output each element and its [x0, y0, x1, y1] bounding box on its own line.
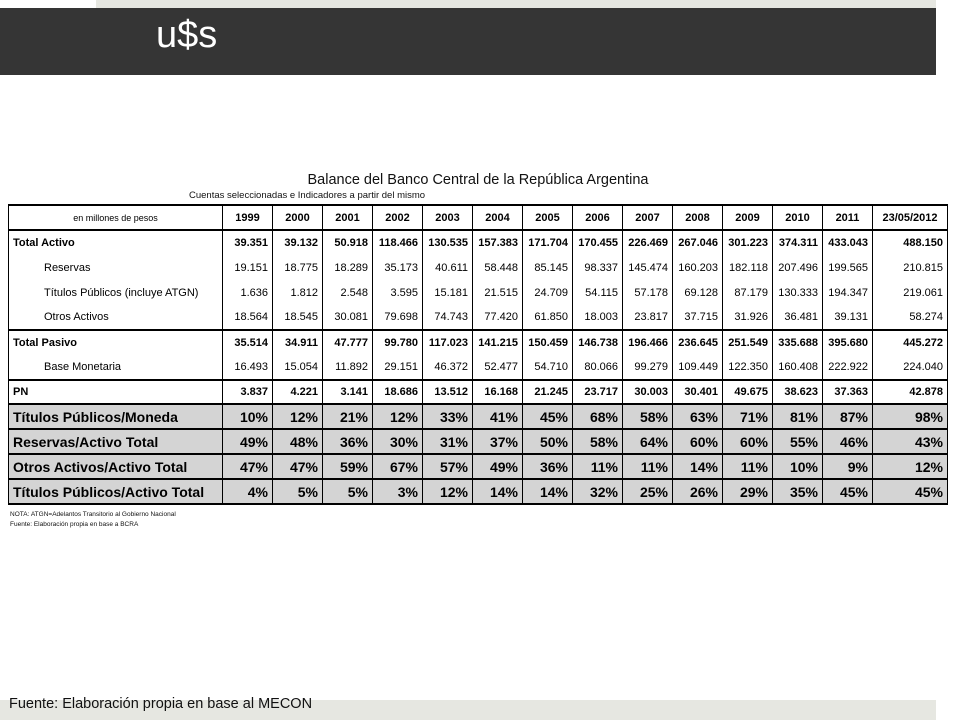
table-cell: 50.918	[323, 230, 373, 255]
table-cell: 488.150	[873, 230, 948, 255]
table-cell: 145.474	[623, 255, 673, 280]
table-cell: 146.738	[573, 330, 623, 355]
table-row	[9, 230, 948, 255]
table-cell: 12%	[423, 479, 473, 504]
table-cell: 3.595	[373, 280, 423, 305]
table-cell: 77.420	[473, 305, 523, 330]
table-cell: 59%	[323, 454, 373, 479]
table-row	[9, 355, 948, 380]
column-header: 2009	[723, 205, 773, 230]
row-label: Reservas	[9, 255, 223, 280]
table-cell: 18.289	[323, 255, 373, 280]
table-cell: 14%	[473, 479, 523, 504]
footer-source: Fuente: Elaboración propia en base al MECON	[9, 696, 313, 712]
table-cell: 374.311	[773, 230, 823, 255]
table-cell: 11%	[723, 454, 773, 479]
table-cell: 57.178	[623, 280, 673, 305]
table-cell: 49%	[473, 454, 523, 479]
table-cell: 236.645	[673, 330, 723, 355]
table-cell: 45%	[873, 479, 948, 504]
table-cell: 32%	[573, 479, 623, 504]
table-cell: 68%	[573, 404, 623, 429]
row-label: Títulos Públicos/Moneda	[9, 404, 223, 429]
bcra-balance-table	[8, 204, 948, 505]
column-header: 1999	[223, 205, 273, 230]
table-cell: 54.710	[523, 355, 573, 380]
table-subtitle: Cuentas seleccionadas e Indicadores a partir del mismo	[189, 190, 426, 201]
table-cell: 37.715	[673, 305, 723, 330]
table-cell: 171.704	[523, 230, 573, 255]
table-cell: 47.777	[323, 330, 373, 355]
table-cell: 26%	[673, 479, 723, 504]
table-cell: 11.892	[323, 355, 373, 380]
column-header: 2006	[573, 205, 623, 230]
slide-title: u$s	[156, 14, 218, 56]
table-cell: 5%	[323, 479, 373, 504]
table-row	[9, 280, 948, 305]
table-cell: 395.680	[823, 330, 873, 355]
top-accent-strip	[96, 0, 936, 8]
table-cell: 15.054	[273, 355, 323, 380]
table-cell: 10%	[773, 454, 823, 479]
table-cell: 58%	[623, 404, 673, 429]
table-row	[9, 429, 948, 454]
table-header-row	[9, 205, 948, 230]
table-cell: 50%	[523, 429, 573, 454]
table-cell: 9%	[823, 454, 873, 479]
table-cell: 69.128	[673, 280, 723, 305]
table-cell: 130.535	[423, 230, 473, 255]
table-cell: 4%	[223, 479, 273, 504]
table-cell: 3.837	[223, 380, 273, 404]
table-cell: 16.493	[223, 355, 273, 380]
table-cell: 37%	[473, 429, 523, 454]
table-cell: 170.455	[573, 230, 623, 255]
table-cell: 23.717	[573, 380, 623, 404]
table-cell: 46.372	[423, 355, 473, 380]
table-cell: 18.545	[273, 305, 323, 330]
table-cell: 160.203	[673, 255, 723, 280]
note-source: Fuente: Elaboración propia en base a BCRA	[10, 520, 139, 528]
table-cell: 3%	[373, 479, 423, 504]
table-cell: 45%	[823, 479, 873, 504]
table-cell: 71%	[723, 404, 773, 429]
table-cell: 1.812	[273, 280, 323, 305]
table-cell: 122.350	[723, 355, 773, 380]
table-cell: 99.780	[373, 330, 423, 355]
table-cell: 18.775	[273, 255, 323, 280]
table-cell: 98.337	[573, 255, 623, 280]
table-cell: 30.401	[673, 380, 723, 404]
table-cell: 41%	[473, 404, 523, 429]
table-notes	[10, 510, 176, 530]
table-row	[9, 454, 948, 479]
table-cell: 335.688	[773, 330, 823, 355]
table-cell: 10%	[223, 404, 273, 429]
title-bar	[0, 8, 936, 75]
row-label: Base Monetaria	[9, 355, 223, 380]
table-cell: 85.145	[523, 255, 573, 280]
table-cell: 39.131	[823, 305, 873, 330]
row-label: Total Pasivo	[9, 330, 223, 355]
table-cell: 29%	[723, 479, 773, 504]
column-header: 2002	[373, 205, 423, 230]
row-label: Total Activo	[9, 230, 223, 255]
table-cell: 18.003	[573, 305, 623, 330]
column-header: 23/05/2012	[873, 205, 948, 230]
table-cell: 15.181	[423, 280, 473, 305]
note-atgn: NOTA: ATGN=Adelantos Transitorio al Gobierno Nacional	[10, 511, 176, 518]
table-cell: 219.061	[873, 280, 948, 305]
table-cell: 199.565	[823, 255, 873, 280]
table-row	[9, 479, 948, 504]
table-cell: 87.179	[723, 280, 773, 305]
table-cell: 67%	[373, 454, 423, 479]
label-column-header: en millones de pesos	[9, 205, 223, 230]
table-title: Balance del Banco Central de la República Argentina	[307, 172, 649, 188]
table-cell: 12%	[873, 454, 948, 479]
table-cell: 3.141	[323, 380, 373, 404]
table-cell: 4.221	[273, 380, 323, 404]
table-cell: 21%	[323, 404, 373, 429]
table-row	[9, 404, 948, 429]
table-cell: 52.477	[473, 355, 523, 380]
table-cell: 117.023	[423, 330, 473, 355]
table-cell: 49%	[223, 429, 273, 454]
table-cell: 267.046	[673, 230, 723, 255]
table-cell: 58.274	[873, 305, 948, 330]
table-cell: 12%	[273, 404, 323, 429]
table-cell: 157.383	[473, 230, 523, 255]
table-cell: 79.698	[373, 305, 423, 330]
table-cell: 60%	[723, 429, 773, 454]
table-cell: 37.363	[823, 380, 873, 404]
table-cell: 2.548	[323, 280, 373, 305]
table-cell: 35.173	[373, 255, 423, 280]
table-cell: 36%	[523, 454, 573, 479]
table-cell: 31%	[423, 429, 473, 454]
table-cell: 445.272	[873, 330, 948, 355]
table-cell: 35.514	[223, 330, 273, 355]
column-header: 2011	[823, 205, 873, 230]
table-cell: 194.347	[823, 280, 873, 305]
table-cell: 433.043	[823, 230, 873, 255]
table-cell: 21.515	[473, 280, 523, 305]
table-cell: 40.611	[423, 255, 473, 280]
table-cell: 196.466	[623, 330, 673, 355]
table-cell: 39.132	[273, 230, 323, 255]
table-cell: 63%	[673, 404, 723, 429]
table-cell: 118.466	[373, 230, 423, 255]
table-cell: 30.081	[323, 305, 373, 330]
table-cell: 14%	[523, 479, 573, 504]
column-header: 2000	[273, 205, 323, 230]
table-row	[9, 305, 948, 330]
table-cell: 60%	[673, 429, 723, 454]
table-cell: 222.922	[823, 355, 873, 380]
table-cell: 47%	[223, 454, 273, 479]
table-cell: 42.878	[873, 380, 948, 404]
table-cell: 11%	[623, 454, 673, 479]
row-label: Otros Activos	[9, 305, 223, 330]
table-cell: 109.449	[673, 355, 723, 380]
column-header: 2003	[423, 205, 473, 230]
column-header: 2004	[473, 205, 523, 230]
table-cell: 36%	[323, 429, 373, 454]
table-cell: 16.168	[473, 380, 523, 404]
table-cell: 30%	[373, 429, 423, 454]
table-cell: 48%	[273, 429, 323, 454]
table-cell: 38.623	[773, 380, 823, 404]
column-header: 2008	[673, 205, 723, 230]
table-cell: 98%	[873, 404, 948, 429]
table-cell: 226.469	[623, 230, 673, 255]
table-row	[9, 380, 948, 404]
table-cell: 182.118	[723, 255, 773, 280]
column-header: 2005	[523, 205, 573, 230]
table-cell: 150.459	[523, 330, 573, 355]
table-cell: 24.709	[523, 280, 573, 305]
table-cell: 31.926	[723, 305, 773, 330]
table-cell: 55%	[773, 429, 823, 454]
table-cell: 160.408	[773, 355, 823, 380]
table-cell: 46%	[823, 429, 873, 454]
column-header: 2010	[773, 205, 823, 230]
table-cell: 35%	[773, 479, 823, 504]
table-cell: 81%	[773, 404, 823, 429]
table-cell: 14%	[673, 454, 723, 479]
table-cell: 34.911	[273, 330, 323, 355]
table-cell: 224.040	[873, 355, 948, 380]
table-cell: 18.686	[373, 380, 423, 404]
table-cell: 11%	[573, 454, 623, 479]
row-label: Títulos Públicos (incluye ATGN)	[9, 280, 223, 305]
table-cell: 5%	[273, 479, 323, 504]
table-cell: 21.245	[523, 380, 573, 404]
row-label: Títulos Públicos/Activo Total	[9, 479, 223, 504]
table-cell: 58%	[573, 429, 623, 454]
table-row	[9, 255, 948, 280]
table-cell: 30.003	[623, 380, 673, 404]
row-label: Reservas/Activo Total	[9, 429, 223, 454]
table-cell: 19.151	[223, 255, 273, 280]
table-cell: 57%	[423, 454, 473, 479]
row-label: Otros Activos/Activo Total	[9, 454, 223, 479]
table-cell: 12%	[373, 404, 423, 429]
table-cell: 80.066	[573, 355, 623, 380]
table-cell: 251.549	[723, 330, 773, 355]
table-cell: 45%	[523, 404, 573, 429]
table-cell: 64%	[623, 429, 673, 454]
table-cell: 74.743	[423, 305, 473, 330]
table-cell: 43%	[873, 429, 948, 454]
table-cell: 33%	[423, 404, 473, 429]
table-cell: 36.481	[773, 305, 823, 330]
table-cell: 87%	[823, 404, 873, 429]
table-cell: 58.448	[473, 255, 523, 280]
table-cell: 301.223	[723, 230, 773, 255]
table-cell: 54.115	[573, 280, 623, 305]
table-cell: 210.815	[873, 255, 948, 280]
row-label: PN	[9, 380, 223, 404]
table-cell: 61.850	[523, 305, 573, 330]
table-cell: 47%	[273, 454, 323, 479]
table-cell: 18.564	[223, 305, 273, 330]
table-cell: 39.351	[223, 230, 273, 255]
table-row	[9, 330, 948, 355]
table-cell: 23.817	[623, 305, 673, 330]
column-header: 2007	[623, 205, 673, 230]
table-cell: 141.215	[473, 330, 523, 355]
table-cell: 99.279	[623, 355, 673, 380]
table-cell: 207.496	[773, 255, 823, 280]
table-cell: 29.151	[373, 355, 423, 380]
table-cell: 25%	[623, 479, 673, 504]
table-cell: 13.512	[423, 380, 473, 404]
column-header: 2001	[323, 205, 373, 230]
table-cell: 130.333	[773, 280, 823, 305]
table-cell: 1.636	[223, 280, 273, 305]
table-cell: 49.675	[723, 380, 773, 404]
